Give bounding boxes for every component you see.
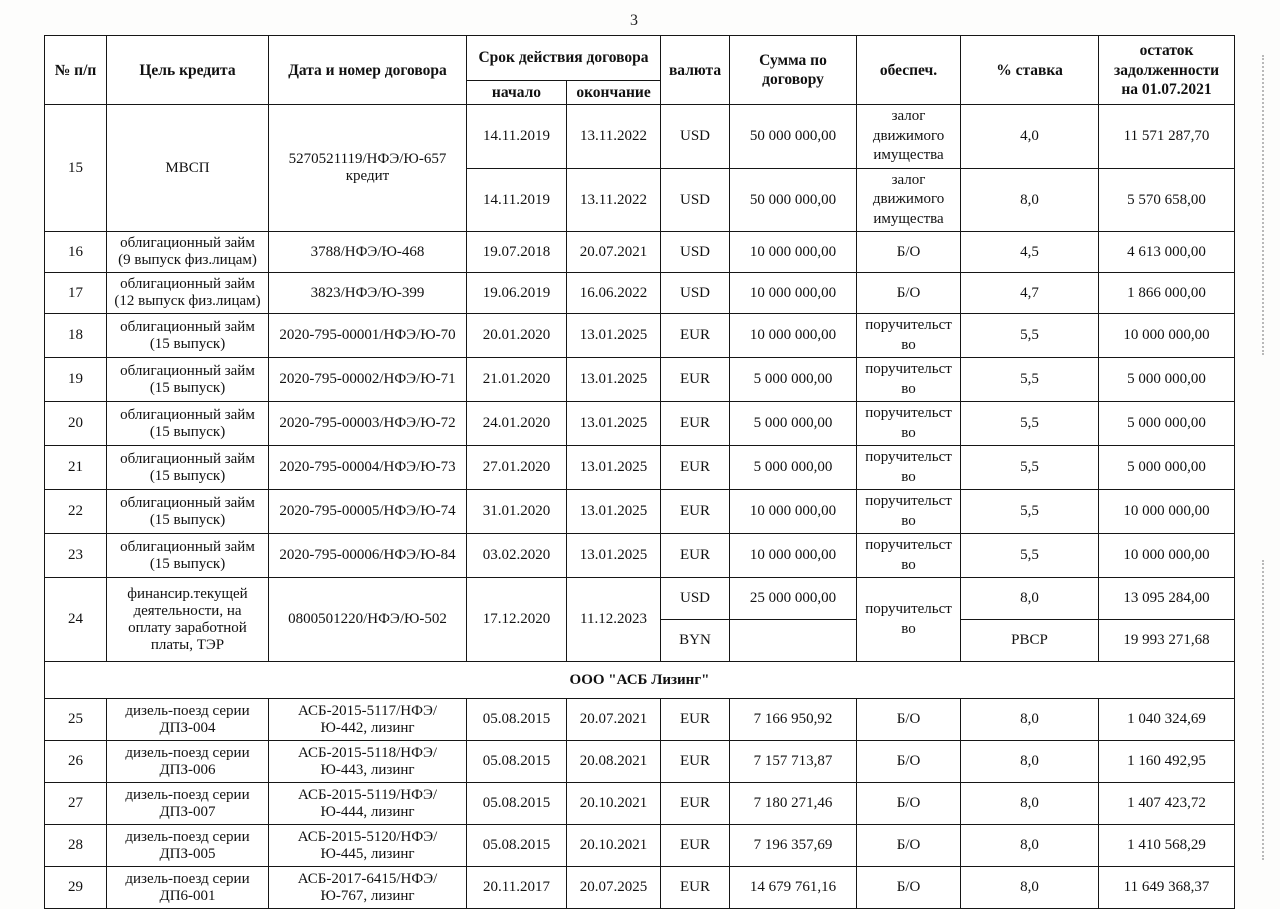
cell-end: 20.08.2021: [567, 741, 661, 783]
cell-amount: 10 000 000,00: [730, 534, 857, 578]
cell-start: 21.01.2020: [467, 358, 567, 402]
cell-amount: 25 000 000,00: [730, 578, 857, 620]
cell-start: 05.08.2015: [467, 741, 567, 783]
cell-collateral: поручительство: [857, 314, 961, 358]
table-row: [45, 867, 1235, 909]
cell-rate: 4,7: [961, 273, 1099, 314]
scan-artifact: [1262, 560, 1264, 860]
cell-collateral: Б/О: [857, 273, 961, 314]
cell-amount: 50 000 000,00: [730, 168, 857, 232]
cell-purpose: облигационный займ (15 выпуск): [107, 314, 269, 358]
cell-balance: 1 407 423,72: [1099, 783, 1235, 825]
cell-collateral: Б/О: [857, 783, 961, 825]
cell-rate: 8,0: [961, 825, 1099, 867]
cell-amount: 7 180 271,46: [730, 783, 857, 825]
cell-start: 17.12.2020: [467, 578, 567, 662]
cell-purpose: облигационный займ (15 выпуск): [107, 402, 269, 446]
cell-collateral: залог движимого имущества: [857, 105, 961, 169]
cell-currency: USD: [661, 273, 730, 314]
cell-start: 19.06.2019: [467, 273, 567, 314]
cell-rate: 8,0: [961, 741, 1099, 783]
cell-amount: 10 000 000,00: [730, 314, 857, 358]
table-row: [45, 534, 1235, 578]
table-row: [45, 232, 1235, 273]
cell-purpose: облигационный займ (15 выпуск): [107, 358, 269, 402]
cell-rate: 8,0: [961, 578, 1099, 620]
cell-collateral: Б/О: [857, 699, 961, 741]
cell-contract: АСБ-2015-5120/НФЭ/Ю-445, лизинг: [269, 825, 467, 867]
header-num: № п/п: [45, 36, 107, 105]
cell-amount: 10 000 000,00: [730, 273, 857, 314]
cell-rate: 5,5: [961, 314, 1099, 358]
cell-collateral: залог движимого имущества: [857, 168, 961, 232]
cell-contract: 5270521119/НФЭ/Ю-657 кредит: [269, 105, 467, 232]
cell-rate: 5,5: [961, 534, 1099, 578]
cell-end: 13.01.2025: [567, 534, 661, 578]
cell-num: 27: [45, 783, 107, 825]
cell-purpose: облигационный займ (15 выпуск): [107, 446, 269, 490]
page-number: 3: [630, 12, 638, 29]
cell-currency: EUR: [661, 446, 730, 490]
cell-currency: USD: [661, 105, 730, 169]
cell-contract: АСБ-2015-5119/НФЭ/Ю-444, лизинг: [269, 783, 467, 825]
cell-purpose: дизель-поезд серии ДПЗ-005: [107, 825, 269, 867]
table-row: [45, 783, 1235, 825]
cell-contract: 2020-795-00004/НФЭ/Ю-73: [269, 446, 467, 490]
cell-contract: 3788/НФЭ/Ю-468: [269, 232, 467, 273]
cell-balance: 1 040 324,69: [1099, 699, 1235, 741]
cell-balance: 10 000 000,00: [1099, 490, 1235, 534]
cell-collateral: поручительство: [857, 358, 961, 402]
cell-amount: 5 000 000,00: [730, 402, 857, 446]
cell-rate: 5,5: [961, 446, 1099, 490]
cell-end: 13.01.2025: [567, 358, 661, 402]
cell-end: 16.06.2022: [567, 273, 661, 314]
cell-currency: EUR: [661, 490, 730, 534]
cell-contract: 0800501220/НФЭ/Ю-502: [269, 578, 467, 662]
cell-balance: 1 866 000,00: [1099, 273, 1235, 314]
cell-num: 15: [45, 105, 107, 232]
table-row: [45, 273, 1235, 314]
cell-num: 22: [45, 490, 107, 534]
cell-currency: EUR: [661, 402, 730, 446]
header-term-start: начало: [467, 81, 567, 105]
table-row: [45, 105, 1235, 169]
cell-amount: 50 000 000,00: [730, 105, 857, 169]
cell-amount: 14 679 761,16: [730, 867, 857, 909]
cell-amount: 5 000 000,00: [730, 446, 857, 490]
table-row: [45, 358, 1235, 402]
header-amount: Сумма по договору: [730, 36, 857, 105]
header-term-end: окончание: [567, 81, 661, 105]
cell-end: 13.01.2025: [567, 402, 661, 446]
cell-currency: EUR: [661, 783, 730, 825]
cell-balance: 1 410 568,29: [1099, 825, 1235, 867]
table-row: [45, 446, 1235, 490]
cell-end: 20.07.2021: [567, 232, 661, 273]
cell-purpose: дизель-поезд серии ДПЗ-007: [107, 783, 269, 825]
cell-currency: USD: [661, 578, 730, 620]
header-balance: остаток задолженности на 01.07.2021: [1099, 36, 1235, 105]
cell-balance: 5 570 658,00: [1099, 168, 1235, 232]
cell-num: 29: [45, 867, 107, 909]
cell-purpose: облигационный займ (12 выпуск физ.лицам): [107, 273, 269, 314]
credits-table: [44, 35, 1235, 909]
header-currency: валюта: [661, 36, 730, 105]
cell-start: 05.08.2015: [467, 825, 567, 867]
scan-artifact: [1262, 55, 1264, 355]
header-collateral: обеспеч.: [857, 36, 961, 105]
cell-num: 21: [45, 446, 107, 490]
cell-collateral: поручительство: [857, 490, 961, 534]
table-row: [45, 825, 1235, 867]
cell-start: 31.01.2020: [467, 490, 567, 534]
cell-num: 20: [45, 402, 107, 446]
cell-num: 28: [45, 825, 107, 867]
cell-num: 16: [45, 232, 107, 273]
cell-contract: 2020-795-00005/НФЭ/Ю-74: [269, 490, 467, 534]
cell-collateral: поручительство: [857, 534, 961, 578]
cell-end: 13.11.2022: [567, 168, 661, 232]
cell-purpose: дизель-поезд серии ДПЗ-006: [107, 741, 269, 783]
cell-num: 18: [45, 314, 107, 358]
cell-end: 20.07.2025: [567, 867, 661, 909]
header-row: [45, 36, 1235, 81]
section-row: [45, 662, 1235, 699]
cell-rate: 5,5: [961, 358, 1099, 402]
cell-collateral: Б/О: [857, 825, 961, 867]
cell-num: 17: [45, 273, 107, 314]
cell-rate: РВСР: [961, 620, 1099, 662]
cell-purpose: дизель-поезд серии ДП6-001: [107, 867, 269, 909]
cell-end: 20.07.2021: [567, 699, 661, 741]
cell-amount: 5 000 000,00: [730, 358, 857, 402]
cell-start: 20.01.2020: [467, 314, 567, 358]
cell-balance: 11 649 368,37: [1099, 867, 1235, 909]
cell-start: 05.08.2015: [467, 699, 567, 741]
cell-purpose: облигационный займ (9 выпуск физ.лицам): [107, 232, 269, 273]
cell-currency: EUR: [661, 699, 730, 741]
cell-currency: BYN: [661, 620, 730, 662]
cell-num: 25: [45, 699, 107, 741]
cell-purpose: облигационный займ (15 выпуск): [107, 534, 269, 578]
cell-start: 27.01.2020: [467, 446, 567, 490]
cell-rate: 8,0: [961, 168, 1099, 232]
cell-contract: АСБ-2017-6415/НФЭ/Ю-767, лизинг: [269, 867, 467, 909]
cell-purpose: финансир.текущей деятельности, на оплату заработной платы, ТЭР: [107, 578, 269, 662]
cell-purpose: облигационный займ (15 выпуск): [107, 490, 269, 534]
cell-num: 26: [45, 741, 107, 783]
cell-balance: 5 000 000,00: [1099, 358, 1235, 402]
header-term-group: Срок действия договора: [467, 36, 661, 81]
cell-collateral: Б/О: [857, 232, 961, 273]
cell-balance: 13 095 284,00: [1099, 578, 1235, 620]
table-row: [45, 699, 1235, 741]
cell-collateral: поручительство: [857, 578, 961, 662]
cell-start: 20.11.2017: [467, 867, 567, 909]
cell-end: 13.01.2025: [567, 314, 661, 358]
cell-currency: EUR: [661, 314, 730, 358]
cell-contract: 2020-795-00001/НФЭ/Ю-70: [269, 314, 467, 358]
cell-end: 20.10.2021: [567, 783, 661, 825]
cell-currency: EUR: [661, 741, 730, 783]
cell-start: 19.07.2018: [467, 232, 567, 273]
cell-contract: АСБ-2015-5118/НФЭ/Ю-443, лизинг: [269, 741, 467, 783]
cell-start: 03.02.2020: [467, 534, 567, 578]
cell-start: 14.11.2019: [467, 105, 567, 169]
cell-balance: 19 993 271,68: [1099, 620, 1235, 662]
cell-num: 24: [45, 578, 107, 662]
header-contract: Дата и номер договора: [269, 36, 467, 105]
cell-num: 23: [45, 534, 107, 578]
cell-rate: 8,0: [961, 699, 1099, 741]
cell-rate: 8,0: [961, 783, 1099, 825]
header-purpose: Цель кредита: [107, 36, 269, 105]
header-rate: % ставка: [961, 36, 1099, 105]
cell-collateral: Б/О: [857, 867, 961, 909]
cell-contract: 2020-795-00006/НФЭ/Ю-84: [269, 534, 467, 578]
cell-balance: 10 000 000,00: [1099, 534, 1235, 578]
cell-purpose: дизель-поезд серии ДПЗ-004: [107, 699, 269, 741]
cell-amount: 7 157 713,87: [730, 741, 857, 783]
cell-end: 20.10.2021: [567, 825, 661, 867]
cell-end: 13.01.2025: [567, 446, 661, 490]
cell-balance: 4 613 000,00: [1099, 232, 1235, 273]
cell-currency: EUR: [661, 534, 730, 578]
cell-amount: 7 166 950,92: [730, 699, 857, 741]
cell-amount: 7 196 357,69: [730, 825, 857, 867]
cell-balance: 5 000 000,00: [1099, 446, 1235, 490]
cell-start: 05.08.2015: [467, 783, 567, 825]
cell-end: 11.12.2023: [567, 578, 661, 662]
table-row: [45, 314, 1235, 358]
cell-currency: USD: [661, 168, 730, 232]
table-row: [45, 741, 1235, 783]
cell-currency: EUR: [661, 867, 730, 909]
cell-balance: 10 000 000,00: [1099, 314, 1235, 358]
table-row: [45, 490, 1235, 534]
cell-start: 14.11.2019: [467, 168, 567, 232]
cell-currency: USD: [661, 232, 730, 273]
cell-amount: 10 000 000,00: [730, 490, 857, 534]
cell-rate: 4,5: [961, 232, 1099, 273]
cell-rate: 5,5: [961, 490, 1099, 534]
cell-rate: 5,5: [961, 402, 1099, 446]
cell-collateral: Б/О: [857, 741, 961, 783]
table-row: [45, 402, 1235, 446]
cell-contract: 2020-795-00003/НФЭ/Ю-72: [269, 402, 467, 446]
cell-balance: 5 000 000,00: [1099, 402, 1235, 446]
cell-currency: EUR: [661, 825, 730, 867]
cell-contract: АСБ-2015-5117/НФЭ/Ю-442, лизинг: [269, 699, 467, 741]
table-row: [45, 578, 1235, 620]
cell-num: 19: [45, 358, 107, 402]
cell-rate: 8,0: [961, 867, 1099, 909]
cell-end: 13.11.2022: [567, 105, 661, 169]
cell-contract: 2020-795-00002/НФЭ/Ю-71: [269, 358, 467, 402]
cell-end: 13.01.2025: [567, 490, 661, 534]
cell-rate: 4,0: [961, 105, 1099, 169]
cell-collateral: поручительство: [857, 402, 961, 446]
cell-balance: 11 571 287,70: [1099, 105, 1235, 169]
cell-balance: 1 160 492,95: [1099, 741, 1235, 783]
cell-collateral: поручительство: [857, 446, 961, 490]
cell-start: 24.01.2020: [467, 402, 567, 446]
cell-amount: 10 000 000,00: [730, 232, 857, 273]
section-title: ООО "АСБ Лизинг": [45, 662, 1235, 699]
cell-currency: EUR: [661, 358, 730, 402]
cell-amount: [730, 620, 857, 662]
cell-purpose: МВСП: [107, 105, 269, 232]
cell-contract: 3823/НФЭ/Ю-399: [269, 273, 467, 314]
